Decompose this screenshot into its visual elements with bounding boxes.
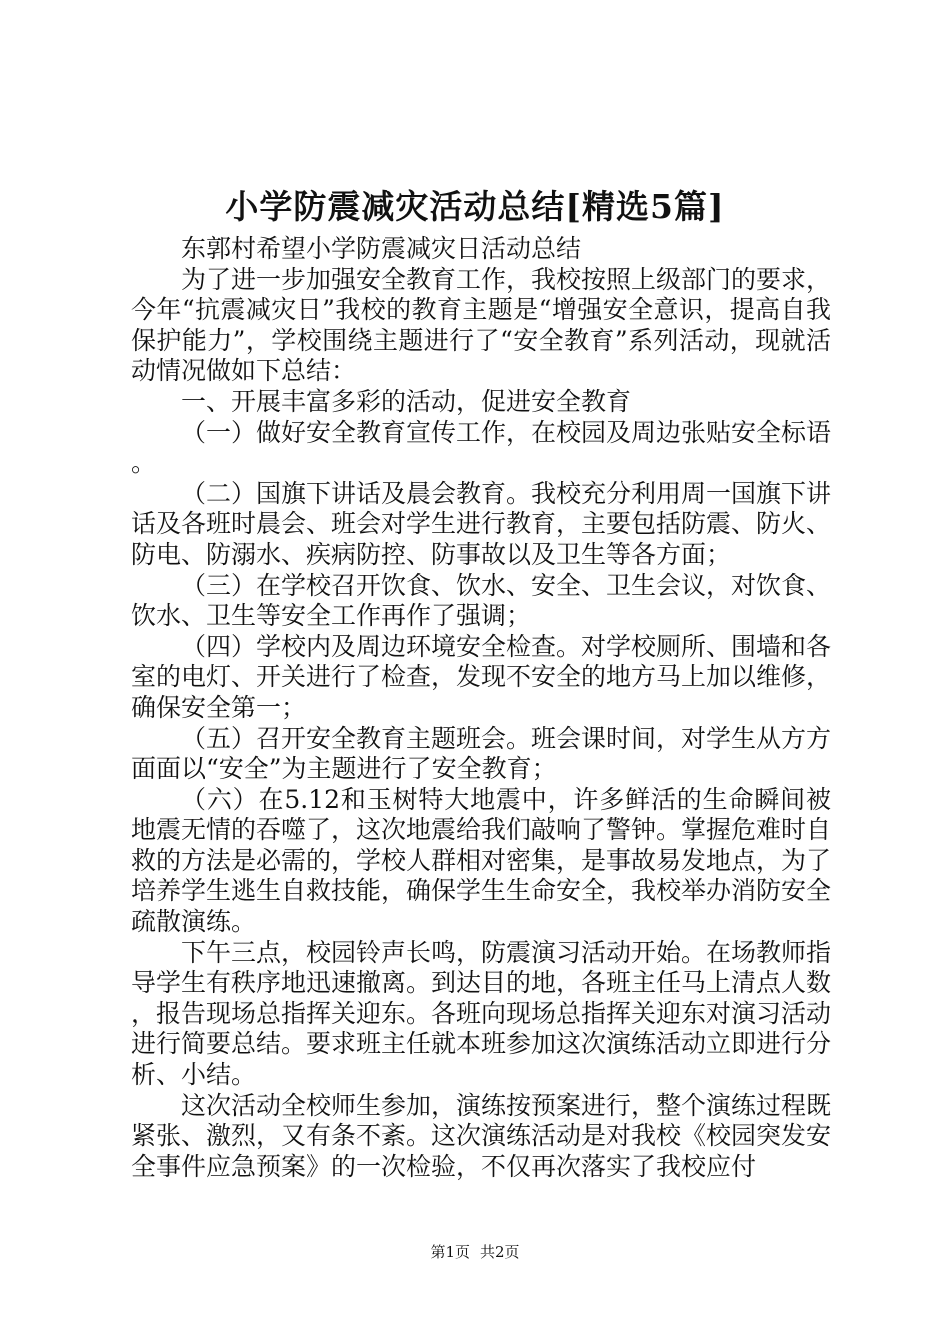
paragraph-intro: 为了进一步加强安全教育工作，我校按照上级部门的要求，今年“抗震减灾日”我校的教育主题是“增强安全意识，提高自我保护能力”，学校围绕主题进行了“安全教育”系列活动，现就活动情况做如下总结： <box>131 264 832 386</box>
paragraph-summary: 这次活动全校师生参加，演练按预案进行，整个演练过程既紧张、激烈，又有条不紊。这次演练活动是对我校《校园突发安全事件应急预案》的一次检验，不仅再次落实了我校应付 <box>131 1090 832 1181</box>
paragraph-item-5: （五）召开安全教育主题班会。班会课时间，对学生从方方面面以“安全”为主题进行了安全教育； <box>131 723 832 784</box>
paragraph-item-3: （三）在学校召开饮食、饮水、安全、卫生会议，对饮食、饮水、卫生等安全工作再作了强调； <box>131 570 832 631</box>
page-total: 共2页 <box>480 1243 520 1261</box>
paragraph-subtitle: 东郭村希望小学防震减灾日活动总结 <box>181 234 582 263</box>
page-number: 第1页 <box>430 1243 470 1261</box>
document-body <box>131 234 831 1182</box>
paragraph-item-2: （二）国旗下讲话及晨会教育。我校充分利用周一国旗下讲话及各班时晨会、班会对学生进行教育，主要包括防震、防火、防电、防溺水、疾病防控、防事故以及卫生等各方面； <box>131 478 832 569</box>
page-footer <box>0 1242 950 1262</box>
document-title: 小学防震减灾活动总结[精选5篇] <box>225 187 725 226</box>
paragraph-drill: 下午三点，校园铃声长鸣，防震演习活动开始。在场教师指导学生有秩序地迅速撤离。到达目的地，各班主任马上清点人数，报告现场总指挥关迎东。各班向现场总指挥关迎东对演习活动进行简要总结。要求班主任就本班参加这次演练活动立即进行分析、小结。 <box>131 937 832 1090</box>
paragraph-section-heading: 一、开展丰富多彩的活动，促进安全教育 <box>181 386 632 416</box>
paragraph-item-1: （一）做好安全教育宣传工作，在校园及周边张贴安全标语。 <box>131 417 832 478</box>
paragraph-item-4: （四）学校内及周边环境安全检查。对学校厕所、围墙和各室的电灯、开关进行了检查，发现不安全的地方马上加以维修，确保安全第一； <box>131 631 832 722</box>
paragraph-item-6: （六）在5.12和玉树特大地震中，许多鲜活的生命瞬间被地震无情的吞噬了，这次地震给我们敲响了警钟。掌握危难时自救的方法是必需的，学校人群相对密集，是事故易发地点，为了培养学生逃生自救技能，确保学生生命安全，我校举办消防安全疏散演练。 <box>131 784 832 937</box>
